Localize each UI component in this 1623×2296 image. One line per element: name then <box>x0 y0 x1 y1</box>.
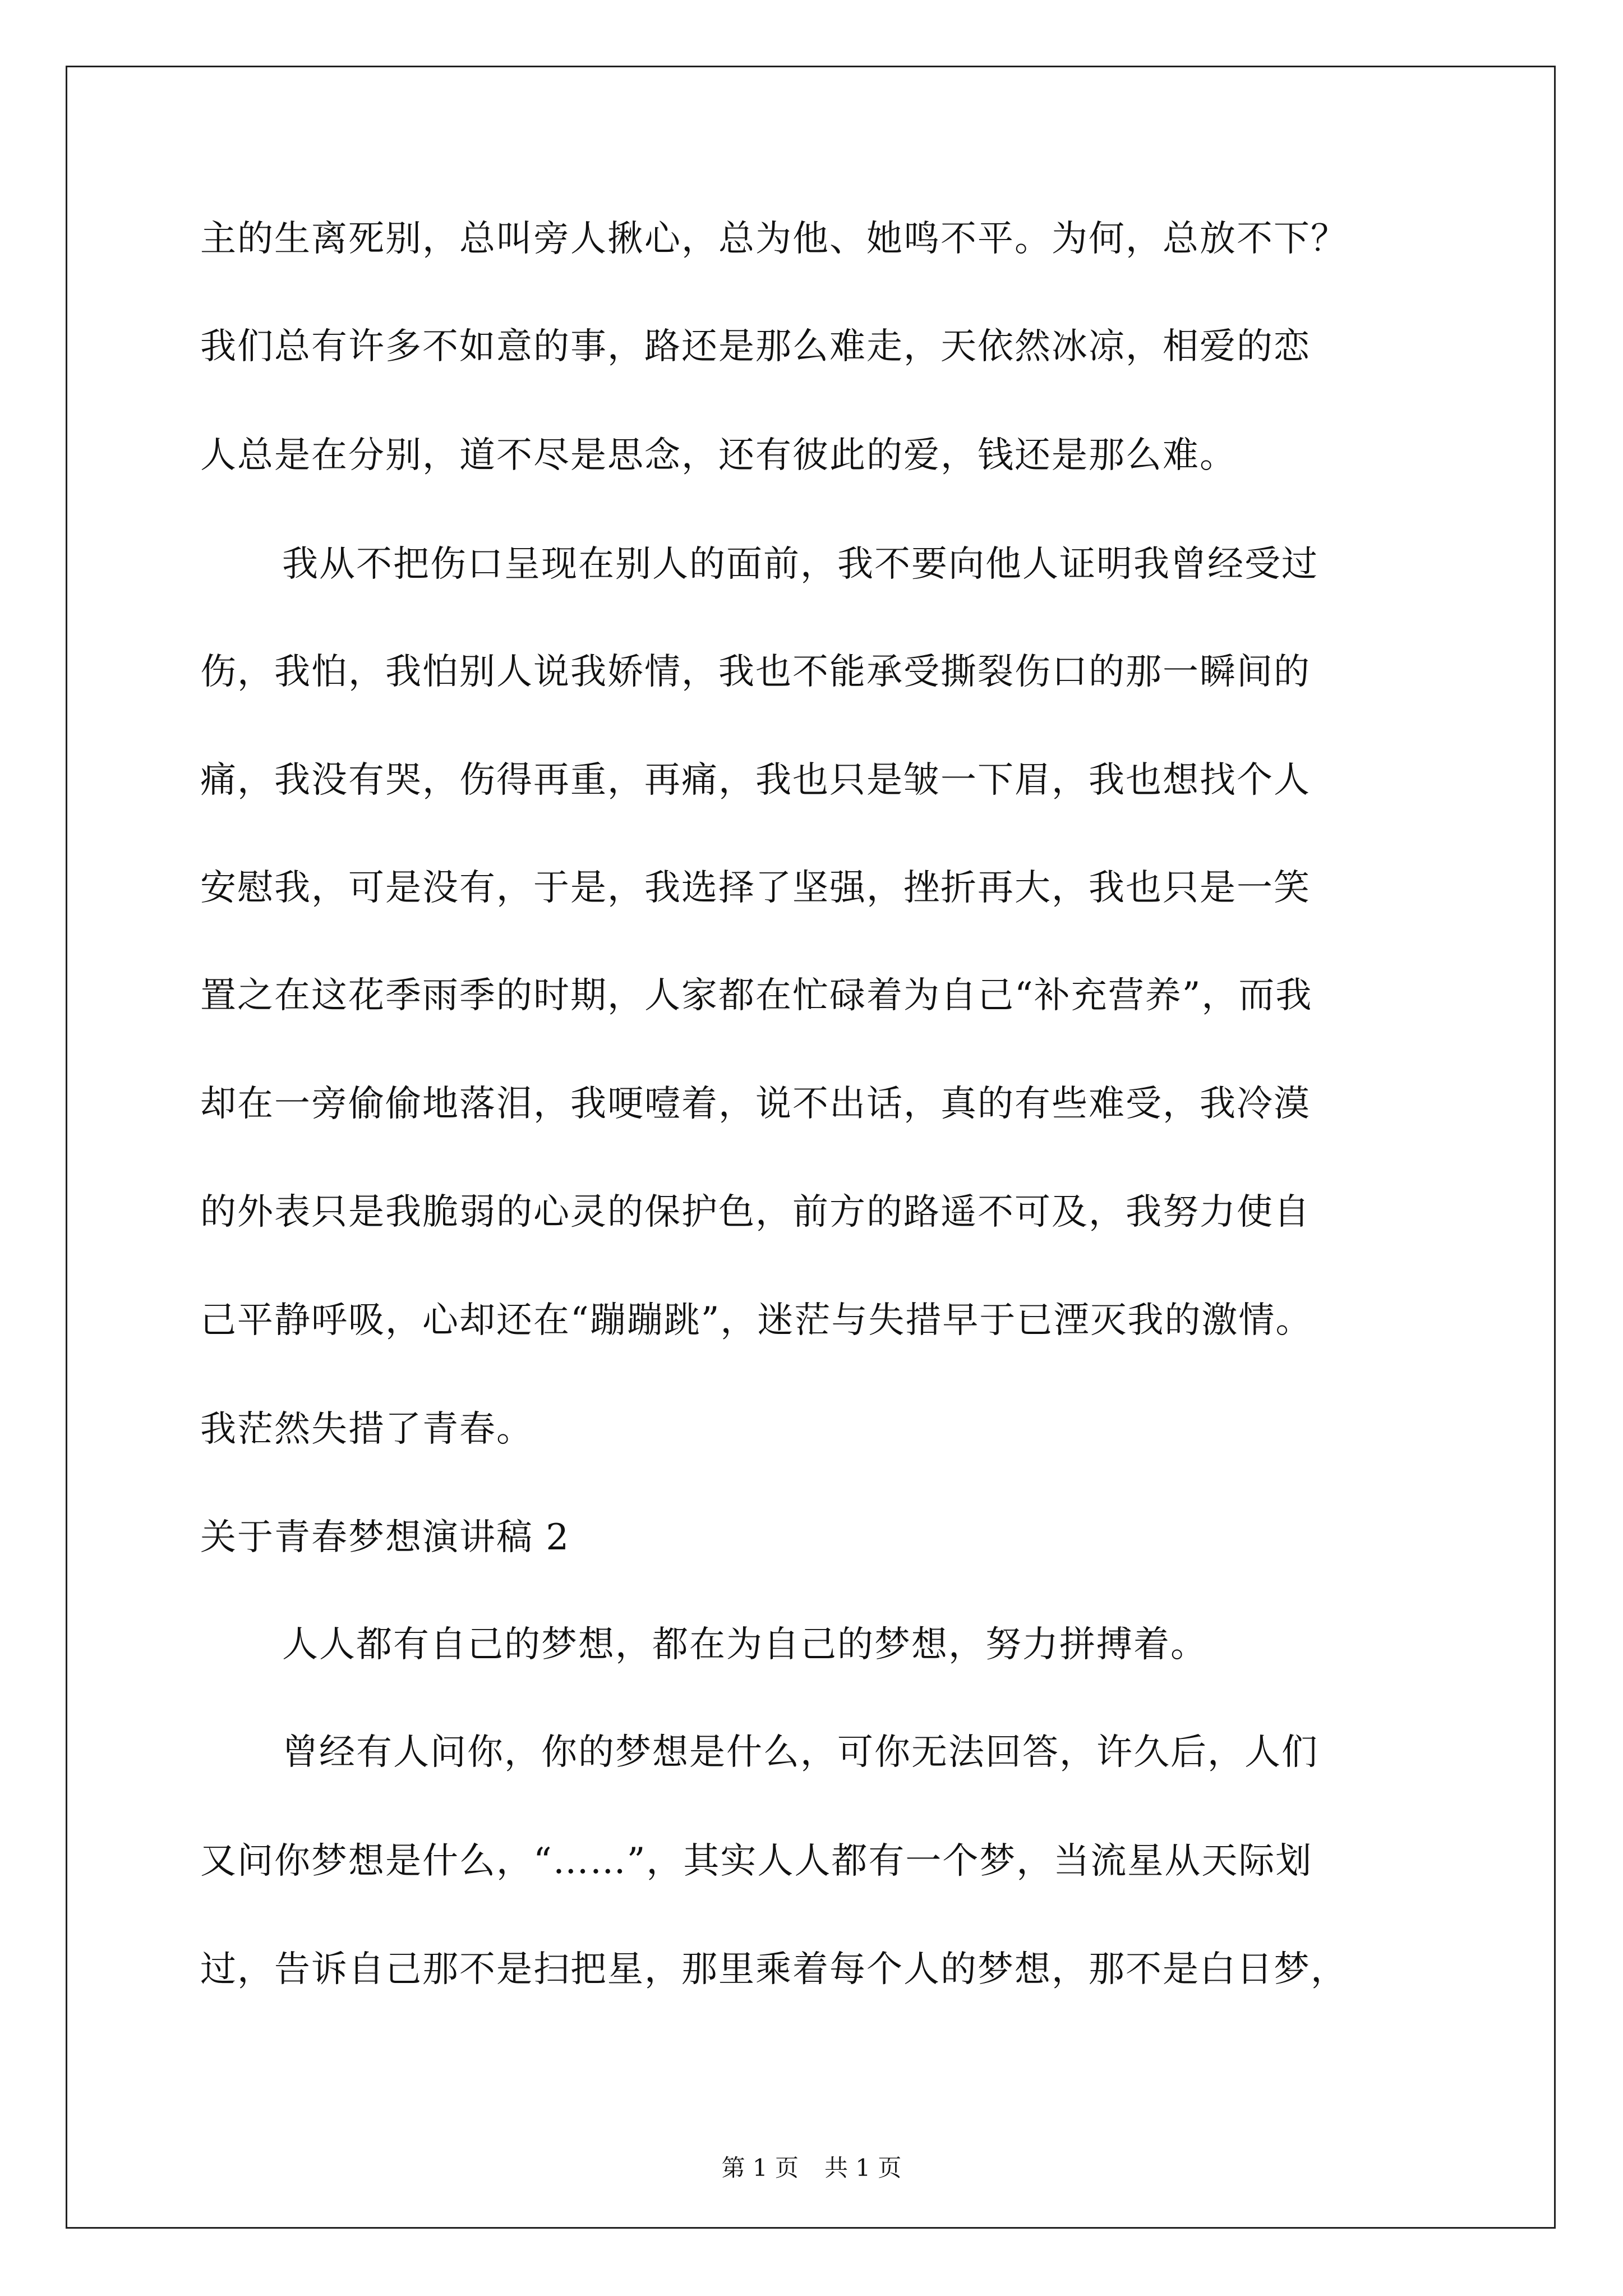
page-footer <box>0 2151 1623 2185</box>
page-total: 共 1 页 <box>824 2154 902 2182</box>
body-line-9: 却在一旁偷偷地落泪，我哽噎着，说不出话，真的有些难受，我冷漠 <box>200 1083 1311 1125</box>
body-line-11: 己平静呼吸，心却还在“蹦蹦跳”，迷茫与失措早于已湮灭我的激情。 <box>200 1300 1313 1341</box>
body-line-4: 我从不把伤口呈现在别人的面前，我不要向他人证明我曾经受过 <box>282 544 1318 585</box>
body-line-15: 又问你梦想是什么，“……”，其实人人都有一个梦，当流星从天际划 <box>200 1841 1313 1882</box>
body-line-2: 我们总有许多不如意的事，路还是那么难走，天依然冰凉，相爱的恋 <box>200 326 1311 367</box>
body-line-1: 主的生离死别，总叫旁人揪心，总为他、她鸣不平。为何，总放不下？ <box>200 218 1348 260</box>
body-line-10: 的外表只是我脆弱的心灵的保护色，前方的路遥不可及，我努力使自 <box>200 1191 1311 1233</box>
body-line-13: 人人都有自己的梦想，都在为自己的梦想，努力拼搏着。 <box>282 1624 1207 1665</box>
body-line-12: 我茫然失措了青春。 <box>200 1409 533 1450</box>
body-line-14: 曾经有人问你，你的梦想是什么，可你无法回答，许久后，人们 <box>282 1732 1318 1773</box>
page-border <box>66 66 1556 2229</box>
body-line-6: 痛，我没有哭，伤得再重，再痛，我也只是皱一下眉，我也想找个人 <box>200 760 1311 801</box>
section-heading: 关于青春梦想演讲稿 2 <box>200 1517 570 1558</box>
page-number: 第 1 页 <box>721 2154 799 2182</box>
body-line-3: 人总是在分别，道不尽是思念，还有彼此的爱，钱还是那么难。 <box>200 435 1237 476</box>
body-line-5: 伤，我怕，我怕别人说我娇情，我也不能承受撕裂伤口的那一瞬间的 <box>200 651 1311 693</box>
body-line-7: 安慰我，可是没有，于是，我选择了坚强，挫折再大，我也只是一笑 <box>200 867 1311 909</box>
body-line-16: 过，告诉自己那不是扫把星，那里乘着每个人的梦想，那不是白日梦， <box>200 1949 1348 1990</box>
body-line-8: 置之在这花季雨季的时期，人家都在忙碌着为自己“补充营养”，而我 <box>200 975 1313 1016</box>
